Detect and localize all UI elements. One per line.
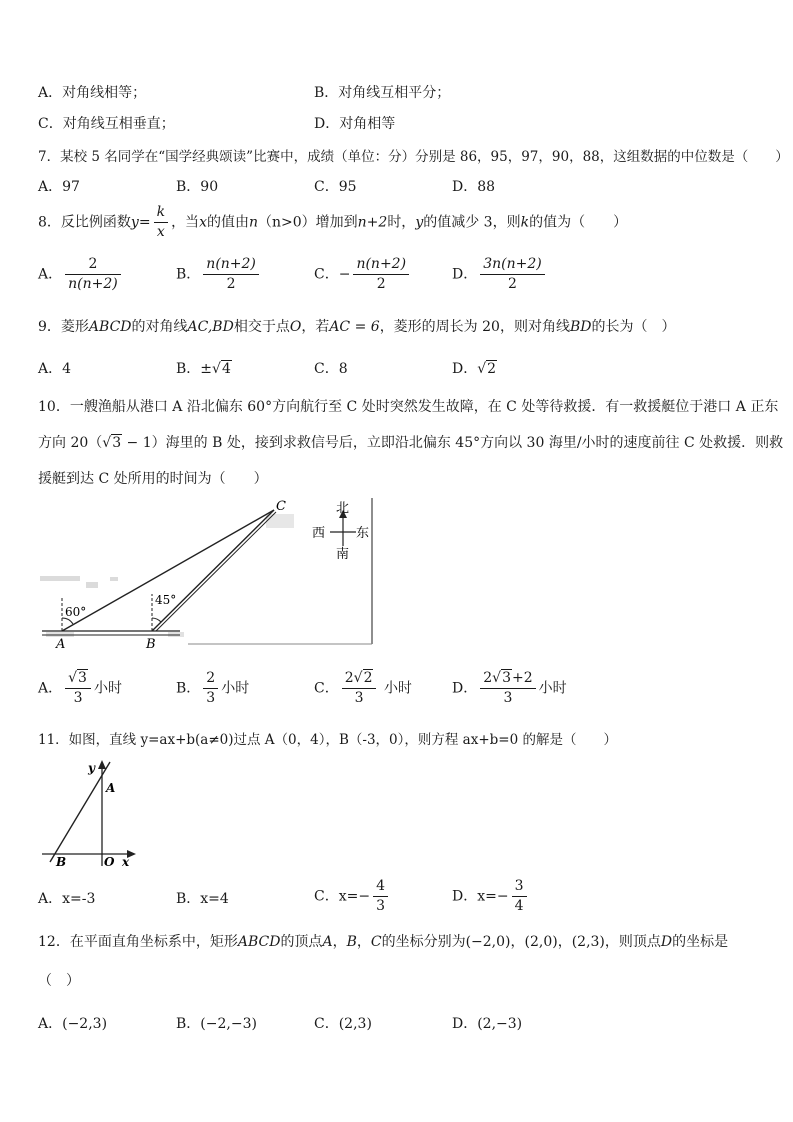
q10-frac-denominator: 3 — [354, 690, 364, 706]
sqrt-icon: √3 — [102, 435, 122, 451]
q10-radicand: 3 — [502, 670, 511, 686]
q12-separator: ， — [557, 934, 572, 950]
q8-stem-text: 8．反比例函数 — [38, 214, 131, 231]
q8-option-a — [38, 256, 124, 293]
q12-coord-1: (−2,0) — [465, 934, 511, 950]
q9-option-c: C．8 — [314, 361, 348, 377]
q8-minus-sign: − — [338, 266, 351, 283]
q12-option-c: C．(2,3) — [314, 1016, 372, 1032]
q8-stem-text: （n>0）增加到 — [258, 214, 358, 231]
q9-point-o: O — [289, 319, 302, 335]
q10-option-b — [176, 670, 249, 707]
q6-option-c: C．对角线互相垂直； — [38, 116, 175, 132]
q12-stem-text: 12．在平面直角坐标系中，矩形 — [38, 934, 238, 950]
q10-coefficient: 2 — [344, 670, 354, 686]
q12-stem-text: 的坐标是 — [672, 934, 729, 950]
q9-stem-text: 的长为（ ） — [591, 319, 676, 335]
q9-stem-text: 相交于点 — [233, 319, 290, 335]
q8-frac-numerator: n(n+2) — [353, 256, 409, 275]
q11-frac-numerator: 3 — [512, 878, 527, 897]
label-x: x — [122, 855, 130, 869]
q10-plus-two: +2 — [512, 670, 533, 686]
q8-option-label: C． — [314, 266, 339, 283]
q12-stem-text: 的顶点 — [280, 934, 323, 950]
q11-option-b: B．x=4 — [176, 891, 229, 907]
q8-var-n: n — [248, 214, 258, 231]
q8-frac-denominator: n(n+2) — [68, 276, 118, 292]
q12-point-a: A — [322, 934, 333, 950]
q7-option-b: B．90 — [176, 179, 219, 195]
q7-stem: 7．某校 5 名同学在“国学经典颂读”比赛中，成绩（单位：分）分别是 86，95，97，90，88，这组数据的中位数是（ ） — [38, 149, 789, 165]
label-b: B — [56, 855, 67, 869]
q9-radicand: 2 — [487, 361, 497, 377]
q10-option-label: D． — [452, 680, 478, 697]
q8-frac-numerator: 3n(n+2) — [480, 256, 545, 275]
compass-west: 西 — [312, 526, 326, 541]
label-c: C — [276, 499, 286, 514]
q8-var-k: k — [520, 214, 530, 231]
q8-frac-numerator: 2 — [65, 256, 121, 275]
q8-frac-denominator: 2 — [226, 276, 236, 292]
q10-option-b-fraction — [203, 670, 218, 707]
label-a: A — [56, 637, 66, 652]
q8-option-label: D． — [452, 266, 478, 283]
q10-stem-line2 — [38, 432, 783, 452]
q11-frac-denominator: 4 — [514, 898, 524, 914]
angle-arc-b — [152, 618, 161, 622]
q10-option-a-fraction — [65, 670, 91, 707]
label-o: O — [104, 855, 115, 869]
q9-option-d — [452, 358, 497, 378]
q10-radicand: 3 — [112, 435, 122, 451]
q10-coefficient: 2 — [483, 670, 493, 686]
sqrt-icon: √2 — [353, 670, 373, 686]
q9-abcd: ABCD — [88, 319, 132, 335]
q8-stem-text: 的值由 — [206, 214, 249, 231]
q11-option-d — [452, 878, 530, 915]
q10-figure — [38, 494, 378, 654]
q10-stem-text: 方向 20（ — [38, 435, 103, 451]
q10-option-d-fraction — [480, 670, 535, 707]
line-a-c — [62, 510, 274, 631]
q12-point-b: B — [346, 934, 357, 950]
q11-option-d-fraction — [512, 878, 527, 915]
q12-stem — [38, 931, 728, 951]
q8-var-x: x — [199, 214, 207, 231]
q10-option-c — [314, 670, 412, 707]
y-axis-arrow-icon — [98, 760, 106, 769]
q8-stem-text: ，当 — [171, 214, 200, 231]
sqrt-icon: √3 — [492, 670, 511, 686]
q6-option-a: A．对角线相等； — [38, 85, 147, 101]
q12-separator: ， — [356, 934, 371, 950]
q9-ac-equals-6: AC = 6 — [329, 319, 380, 335]
sqrt-icon: √2 — [477, 361, 497, 377]
q11-option-label: C．x=− — [314, 888, 371, 905]
q8-stem — [38, 204, 627, 241]
sqrt-icon: √3 — [68, 670, 87, 686]
label-b: B — [146, 637, 156, 652]
q10-stem-line3: 援艇到达 C 处所用的时间为（ ） — [38, 471, 268, 487]
q8-option-a-fraction — [65, 256, 121, 293]
q11-option-c — [314, 878, 391, 915]
q10-frac-denominator: 3 — [206, 690, 216, 706]
q8-fraction-k-over-x — [154, 204, 168, 241]
q9-ac-bd: AC,BD — [187, 319, 234, 335]
q12-coord-2: (2,0) — [524, 934, 558, 950]
q10-option-label: C． — [314, 680, 339, 697]
q10-stem-text: − 1）海里的 B 处，接到求救信号后，立即沿北偏东 45°方向以 30 海里/小时的速度前往 C 处救援．则救 — [122, 435, 784, 451]
label-a: A — [106, 781, 116, 795]
q10-unit: 小时 — [93, 680, 122, 697]
q8-equals: = — [138, 214, 151, 231]
q9-stem-text: ，若 — [301, 319, 330, 335]
q12-stem-text: ，则顶点 — [604, 934, 661, 950]
q10-unit: 小时 — [383, 680, 412, 697]
q10-option-label: B． — [176, 680, 201, 697]
q8-option-label: A． — [38, 266, 63, 283]
q10-frac-numerator: 2 — [203, 670, 218, 689]
q9-radicand: 4 — [221, 361, 231, 377]
q8-frac-numerator: k — [154, 204, 168, 223]
q10-stem-line1: 10．一艘渔船从港口 A 沿北偏东 60°方向航行至 C 处时突然发生故障，在 C 处等待救援．有一救援艇位于港口 A 正东 — [38, 399, 779, 415]
q9-stem-text: 的对角线 — [131, 319, 188, 335]
q12-point-d: D — [660, 934, 673, 950]
q11-figure — [38, 758, 148, 870]
q9-stem — [38, 316, 675, 336]
q11-option-label: D．x=− — [452, 888, 509, 905]
q8-frac-denominator: 2 — [376, 276, 386, 292]
q12-separator: ， — [332, 934, 347, 950]
compass-north: 北 — [336, 501, 350, 516]
q12-option-b: B．(−2,−3) — [176, 1016, 257, 1032]
q12-abcd: ABCD — [237, 934, 281, 950]
q10-option-a — [38, 670, 122, 707]
q9-option-label: D． — [452, 361, 478, 377]
q6-option-b: B．对角线互相平分； — [314, 85, 451, 101]
q10-frac-denominator: 3 — [503, 690, 513, 706]
q12-answer-paren: （ ） — [38, 973, 80, 989]
q11-frac-numerator: 4 — [373, 878, 388, 897]
q8-stem-text: 的值为（ ） — [529, 214, 628, 231]
q7-option-c: C．95 — [314, 179, 357, 195]
q9-bd: BD — [569, 319, 592, 335]
q9-option-b — [176, 358, 232, 378]
q8-var-n-plus-2: n+2 — [357, 214, 388, 231]
q12-option-a: A．(−2,3) — [38, 1016, 108, 1032]
q9-stem-text: 9．菱形 — [38, 319, 89, 335]
compass-east: 东 — [356, 526, 370, 541]
q11-frac-denominator: 3 — [376, 898, 385, 914]
q10-option-c-fraction — [342, 670, 377, 707]
q9-plus-minus: ± — [200, 361, 213, 377]
q8-option-label: B． — [176, 266, 201, 283]
q12-stem-text: 的坐标分别为 — [381, 934, 466, 950]
q6-option-d: D．对角相等 — [314, 116, 396, 132]
q12-separator: ， — [510, 934, 525, 950]
q12-option-d: D．(2,−3) — [452, 1016, 523, 1032]
q12-point-c: C — [370, 934, 382, 950]
q10-frac-denominator: 3 — [73, 690, 83, 706]
q8-frac-denominator: x — [156, 224, 165, 240]
angle-label-b: 45° — [155, 593, 177, 607]
q10-option-d — [452, 670, 567, 707]
sqrt-icon: √4 — [212, 361, 231, 377]
q8-stem-text: 时， — [387, 214, 416, 231]
q11-option-a: A．x=-3 — [38, 891, 96, 907]
q8-option-b — [176, 256, 262, 293]
q8-option-c-fraction — [353, 256, 409, 293]
q7-option-d: D．88 — [452, 179, 496, 195]
q8-var-y: y — [415, 214, 424, 231]
line-ab — [50, 762, 110, 862]
line-b-c-double — [156, 512, 276, 631]
q8-frac-numerator: n(n+2) — [203, 256, 259, 275]
q10-radicand: 2 — [363, 670, 373, 686]
q10-unit: 小时 — [221, 680, 250, 697]
q9-option-label: B． — [176, 361, 201, 377]
line-b-c — [152, 510, 274, 631]
q11-option-c-fraction — [373, 878, 388, 915]
q9-option-a: A．4 — [38, 361, 72, 377]
q8-stem-text: 的值减少 3，则 — [423, 214, 521, 231]
compass-south: 南 — [336, 547, 350, 562]
q10-radicand: 3 — [78, 670, 87, 686]
q8-option-c — [314, 256, 412, 293]
q11-stem: 11．如图，直线 y=ax+b(a≠0)过点 A（0，4），B（-3，0），则方程 ax+b=0 的解是（ ） — [38, 732, 617, 748]
q8-option-d-fraction — [480, 256, 545, 293]
q10-unit: 小时 — [538, 680, 567, 697]
q10-option-label: A． — [38, 680, 63, 697]
q8-option-d — [452, 256, 548, 293]
q12-coord-3: (2,3) — [571, 934, 605, 950]
q9-stem-text: ，菱形的周长为 20，则对角线 — [379, 319, 570, 335]
q7-option-a: A．97 — [38, 179, 80, 195]
q8-var-y: y — [130, 214, 139, 231]
label-y: y — [88, 761, 95, 775]
q8-option-b-fraction — [203, 256, 259, 293]
q8-frac-denominator: 2 — [508, 276, 517, 292]
angle-label-a: 60° — [65, 605, 87, 619]
